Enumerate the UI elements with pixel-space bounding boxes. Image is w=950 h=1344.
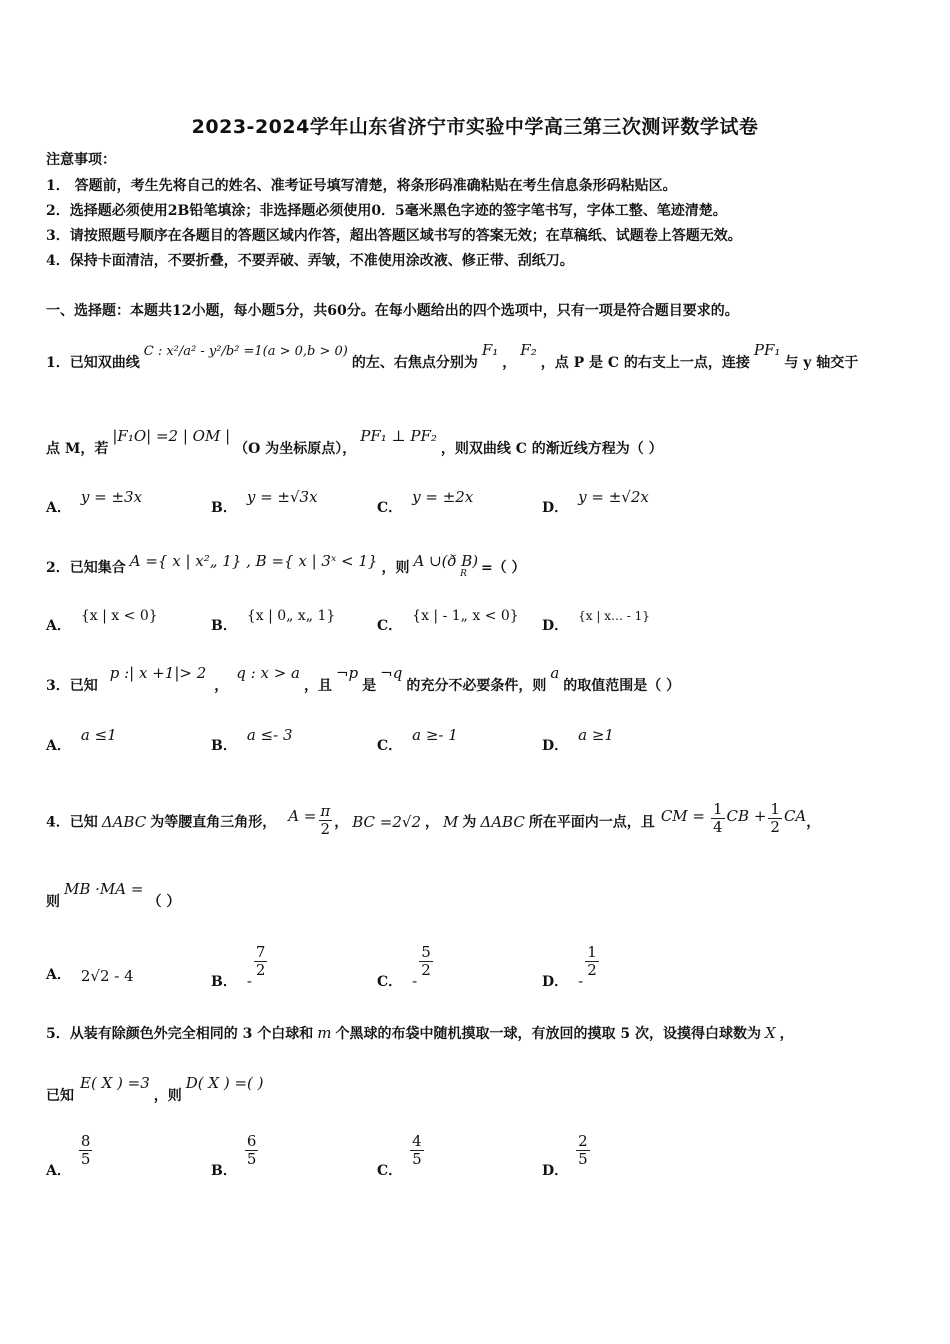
notice-item-4: 4．保持卡面清洁，不要折叠，不要弄破、弄皱，不准使用涂改液、修正带、刮纸刀。 xyxy=(46,253,574,269)
q2-option-d[interactable] xyxy=(542,609,650,635)
q1-text: ， xyxy=(502,355,517,371)
option-label: D． xyxy=(542,500,569,516)
option-label: C． xyxy=(377,973,403,990)
option-fraction xyxy=(245,1133,259,1168)
notice-heading: 注意事项： xyxy=(46,152,116,168)
q3-text: ， xyxy=(214,678,229,694)
option-label: C． xyxy=(377,1162,403,1179)
option-value: 2√2 - 4 xyxy=(80,967,134,985)
option-fraction xyxy=(576,1133,590,1168)
fraction-numerator: π xyxy=(320,802,331,820)
q3-text: ，且 xyxy=(303,678,332,694)
option-value: a ≤1 xyxy=(80,726,117,744)
q4-text: 为等腰直角三角形， xyxy=(150,814,277,831)
q4-vector-cm: CM = xyxy=(660,806,705,825)
option-label: B． xyxy=(211,500,237,516)
page-title: 2023-2024学年山东省济宁市实验中学高三第三次测评数学试卷 xyxy=(191,116,759,138)
q5-text: 已知 xyxy=(46,1088,74,1104)
question-3-line-1 xyxy=(46,664,681,696)
q4-dot-product: MB ·MA = xyxy=(64,880,144,898)
fraction-numerator: 8 xyxy=(80,1132,91,1150)
q4-angle-fraction xyxy=(318,803,332,838)
question-1-line-1 xyxy=(46,341,859,374)
q1-text: （O 为坐标原点）， xyxy=(234,441,357,457)
q1-option-d[interactable] xyxy=(542,488,649,517)
fraction-denominator: 2 xyxy=(770,818,780,836)
q1-condition: |F₁O| =2 | OM | xyxy=(112,427,231,445)
q1-text: ，则双曲线 C 的渐近线方程为（ ） xyxy=(440,441,663,457)
q2-option-c[interactable] xyxy=(377,608,519,635)
notice-item-1: 1． 答题前，考生先将自己的姓名、准考证号填写清楚，将条形码准确粘贴在考生信息条形码粘贴区。 xyxy=(46,178,677,194)
q1-option-b[interactable] xyxy=(211,488,318,517)
fraction-numerator: 2 xyxy=(578,1132,588,1150)
q1-text: 1．已知双曲线 xyxy=(46,355,140,371)
fraction-denominator: 2 xyxy=(421,961,431,979)
fraction-denominator: 2 xyxy=(587,961,597,979)
q3-variable-a: a xyxy=(550,664,560,682)
q2-option-b[interactable] xyxy=(211,608,336,635)
q5-text: 个黑球的布袋中随机摸取一球，有放回的摸取 5 次，设摸得白球数为 xyxy=(335,1026,761,1042)
option-fraction xyxy=(410,1133,424,1168)
q1-perpendicular: PF₁ ⊥ PF₂ xyxy=(360,427,437,445)
q4-triangle: ΔABC xyxy=(480,812,525,831)
option-value: y = ±√3x xyxy=(246,488,318,506)
q3-text: 的取值范围是（ ） xyxy=(563,678,681,694)
q1-text: 与 y 轴交于 xyxy=(784,355,859,371)
option-fraction xyxy=(585,944,599,979)
option-label: C． xyxy=(377,618,403,634)
q4-text: （ ） xyxy=(147,894,181,910)
option-value: {x | x… - 1} xyxy=(578,609,650,623)
q4-text: ， xyxy=(806,814,821,831)
q3-option-d[interactable] xyxy=(542,726,614,755)
option-sign: - xyxy=(246,971,252,990)
question-2-line-1 xyxy=(46,552,526,584)
option-label: B． xyxy=(211,618,237,634)
q4-coef-quarter xyxy=(711,801,725,836)
option-sign: - xyxy=(578,971,584,990)
option-label: B． xyxy=(211,738,237,754)
q3-text: 3．已知 xyxy=(46,678,98,694)
q4-angle-a: A = xyxy=(288,806,317,825)
q1-option-a[interactable] xyxy=(46,488,143,517)
option-label: D． xyxy=(542,973,569,990)
option-label: A． xyxy=(46,1162,71,1179)
q2-option-a[interactable] xyxy=(46,608,158,635)
q5-text: 5．从装有除颜色外完全相同的 3 个白球和 xyxy=(46,1026,314,1042)
fraction-numerator: 7 xyxy=(255,943,266,961)
q4-vector-ca: CA xyxy=(783,806,807,825)
fraction-numerator: 1 xyxy=(713,800,723,818)
q5-option-d[interactable] xyxy=(542,1132,592,1179)
q4-text: 4．已知 xyxy=(46,814,98,831)
option-label: A． xyxy=(46,500,71,516)
q2-text: ，则 xyxy=(381,560,410,576)
fraction-denominator: 4 xyxy=(713,818,723,836)
q1-segment-pf1: PF₁ xyxy=(753,341,781,359)
option-value: {x | x < 0} xyxy=(80,608,158,624)
q3-option-a[interactable] xyxy=(46,726,117,755)
q5-option-b[interactable] xyxy=(211,1132,260,1179)
fraction-numerator: 6 xyxy=(246,1132,257,1150)
q4-triangle: ΔABC xyxy=(101,812,147,831)
q4-coef-half xyxy=(768,801,782,836)
fraction-numerator: 5 xyxy=(421,943,431,961)
option-value: a ≤- 3 xyxy=(246,726,293,744)
fraction-numerator: 1 xyxy=(770,800,780,818)
option-value: y = ±3x xyxy=(80,488,143,506)
fraction-denominator: 2 xyxy=(255,961,266,979)
q4-side-bc: BC =2√2 xyxy=(352,812,421,831)
q3-text: 是 xyxy=(362,678,377,694)
option-fraction xyxy=(419,944,433,979)
q3-proposition-q: q : x > a xyxy=(236,664,300,682)
question-4-line-2 xyxy=(46,880,181,912)
q4-text: 所在平面内一点，且 xyxy=(528,814,655,831)
option-value: {x | 0„ x„ 1} xyxy=(246,608,336,624)
q5-text: ， xyxy=(779,1026,794,1042)
q2-union-expression: A ∪(ð B) xyxy=(413,552,479,570)
option-label: B． xyxy=(211,973,237,990)
option-value: a ≥- 1 xyxy=(412,726,458,744)
option-value: {x | - 1„ x < 0} xyxy=(412,608,519,624)
notice-item-2: 2．选择题必须使用2B铅笔填涂；非选择题必须使用0．5毫米黑色字迹的签字笔书写，字体工整、笔迹清楚。 xyxy=(46,203,727,219)
q1-text: 点 M，若 xyxy=(46,441,109,457)
q1-focus-f2: F₂ xyxy=(520,341,537,359)
option-fraction xyxy=(254,944,268,979)
option-value: y = ±2x xyxy=(412,488,474,506)
option-label: B． xyxy=(211,1162,237,1179)
q1-focus-f1: F₁ xyxy=(481,341,499,359)
option-label: A． xyxy=(46,738,71,754)
q5-option-c[interactable] xyxy=(377,1132,426,1179)
option-label: C． xyxy=(377,500,403,516)
option-label: D． xyxy=(542,1162,569,1179)
option-sign: - xyxy=(412,971,418,990)
q2-sets: A ={ x | x²„ 1} , B ={ x | 3ˣ < 1} xyxy=(129,552,378,570)
q2-union-subscript: R xyxy=(460,568,467,579)
q4-option-b[interactable] xyxy=(211,943,269,990)
option-label: D． xyxy=(542,618,569,634)
q5-variable-x: X xyxy=(764,1024,776,1042)
q1-text: 的左、右焦点分别为 xyxy=(351,355,478,371)
option-label: C． xyxy=(377,738,403,754)
question-1-line-2 xyxy=(46,427,663,459)
q4-option-a[interactable] xyxy=(46,964,134,984)
q4-option-d[interactable] xyxy=(542,943,601,990)
q2-text: 2．已知集合 xyxy=(46,560,126,576)
q5-variance: D( X ) =( ) xyxy=(185,1074,264,1092)
q5-text: ，则 xyxy=(153,1088,182,1104)
q4-text: ， xyxy=(425,814,439,831)
q3-proposition-p: p :| x +1|> 2 xyxy=(109,664,207,682)
q4-text: ， xyxy=(334,814,349,831)
fraction-numerator: 1 xyxy=(587,943,597,961)
option-fraction xyxy=(79,1133,93,1168)
q4-point-m: M xyxy=(443,812,459,831)
q1-option-c[interactable] xyxy=(377,488,474,517)
q1-text: ，点 P 是 C 的右支上一点，连接 xyxy=(540,355,750,371)
q3-option-b[interactable] xyxy=(211,726,293,755)
q3-not-q: ¬q xyxy=(380,664,403,682)
section-heading: 一、选择题：本题共12小题，每小题5分，共60分。在每小题给出的四个选项中，只有一项是符合题目要求的。 xyxy=(46,303,739,319)
fraction-denominator: 5 xyxy=(412,1150,422,1168)
q4-text: 则 xyxy=(46,894,60,910)
option-label: A． xyxy=(46,967,71,983)
question-5-line-2 xyxy=(46,1074,268,1106)
fraction-denominator: 5 xyxy=(578,1150,588,1168)
q5-variable-m: m xyxy=(317,1024,332,1042)
question-5-line-1 xyxy=(46,1023,794,1044)
q4-text: 为 xyxy=(462,814,477,831)
q4-vector-cb: CB + xyxy=(726,806,767,825)
q5-expectation: E( X ) =3 xyxy=(80,1074,150,1092)
notice-item-3: 3．请按照题号顺序在各题目的答题区域内作答，超出答题区域书写的答案无效；在草稿纸、试题卷上答题无效。 xyxy=(46,228,742,244)
q3-text: 的充分不必要条件，则 xyxy=(406,678,547,694)
q2-text: =（ ） xyxy=(480,560,526,576)
option-label: D． xyxy=(542,738,569,754)
option-label: A． xyxy=(46,618,71,634)
question-4-line-1 xyxy=(46,800,821,840)
fraction-denominator: 5 xyxy=(80,1150,91,1168)
fraction-numerator: 4 xyxy=(412,1132,422,1150)
q1-hyperbola-equation: C : x²/a² - y²/b² =1(a > 0,b > 0) xyxy=(143,344,348,359)
q3-option-c[interactable] xyxy=(377,726,458,755)
q4-option-c[interactable] xyxy=(377,943,435,990)
fraction-denominator: 5 xyxy=(246,1150,257,1168)
q3-not-p: ¬p xyxy=(335,664,359,682)
q5-option-a[interactable] xyxy=(46,1132,94,1179)
option-value: y = ±√2x xyxy=(578,488,649,506)
option-value: a ≥1 xyxy=(578,726,614,744)
fraction-denominator: 2 xyxy=(320,820,331,838)
